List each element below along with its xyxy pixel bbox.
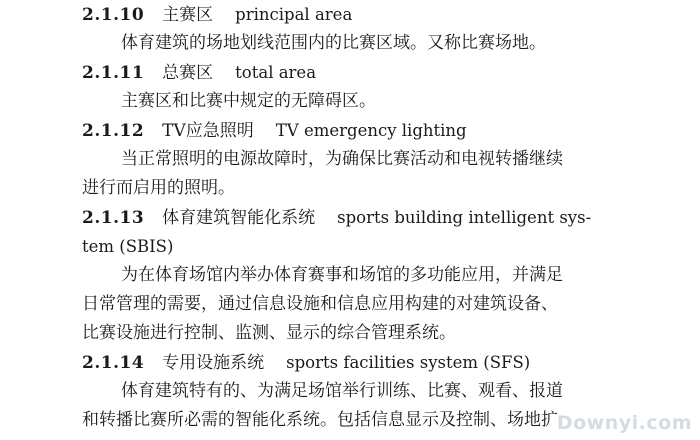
term-english-continuation: tem (SBIS) [82,237,174,256]
term-definition-line: 进行而启用的照明。 [82,178,235,198]
term-number: 2.1.13 [82,208,145,228]
term-definition-line: 体育建筑的场地划线范围内的比赛区域。又称比赛场地。 [121,33,546,53]
term-definition-line: 比赛设施进行控制、监测、显示的综合管理系统。 [82,323,456,343]
term-heading-2-1-14 [82,348,530,377]
term-chinese: 体育建筑智能化系统 [162,208,316,228]
term-heading-2-1-13 [82,203,591,232]
term-chinese: 总赛区 [162,63,214,83]
term-number: 2.1.12 [82,121,145,141]
term-definition-line: 为在体育场馆内举办体育赛事和场馆的多功能应用，并满足 [121,265,563,285]
term-number: 2.1.10 [82,5,145,25]
term-english: principal area [235,5,353,24]
term-english: total area [235,63,317,82]
term-definition-line: 体育建筑特有的、为满足场馆举行训练、比赛、观看、报道 [121,381,563,401]
term-definition-line: 和转播比赛所必需的智能化系统。包括信息显示及控制、场地扩 [82,410,558,430]
term-heading-2-1-12 [82,116,467,145]
term-english: sports building intelligent sys- [337,208,592,227]
term-definition-line: 主赛区和比赛中规定的无障碍区。 [121,91,376,111]
term-definition-line: 当正常照明的电源故障时，为确保比赛活动和电视转播继续 [121,149,563,169]
term-chinese: TV应急照明 [162,121,254,141]
term-definition-line: 日常管理的需要，通过信息设施和信息应用构建的对建筑设备、 [82,294,558,314]
term-english: sports facilities system (SFS) [286,353,531,372]
term-chinese: 专用设施系统 [162,353,265,373]
term-heading-2-1-10 [82,0,352,29]
term-chinese: 主赛区 [162,5,214,25]
term-heading-2-1-11 [82,58,316,87]
term-number: 2.1.11 [82,63,145,83]
term-number: 2.1.14 [82,353,145,373]
term-english: TV emergency lighting [275,121,467,140]
watermark-logo: Downyi.com [556,412,692,434]
